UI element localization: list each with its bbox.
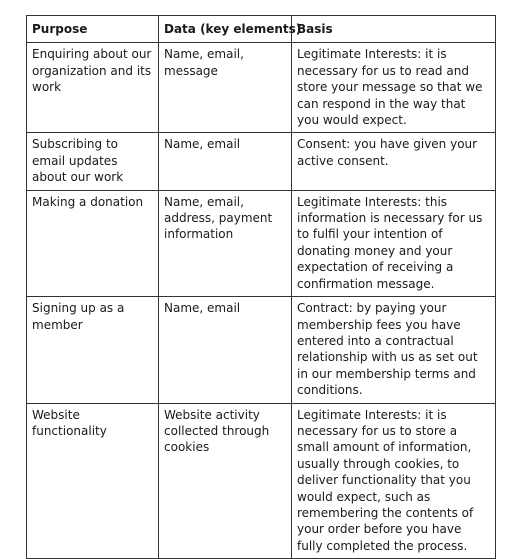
header-purpose: Purpose xyxy=(27,16,159,43)
table-row xyxy=(27,43,496,133)
table-row xyxy=(27,133,496,190)
cell-purpose: Subscribing to email updates about our work xyxy=(27,133,159,190)
cell-purpose: Making a donation xyxy=(27,190,159,296)
table-header-row xyxy=(27,16,496,43)
cell-data: Name, email xyxy=(159,297,292,403)
lawful-basis-table xyxy=(26,15,496,559)
header-basis: Basis xyxy=(292,16,496,43)
cell-purpose: Enquiring about our organization and its work xyxy=(27,43,159,133)
cell-purpose: Signing up as a member xyxy=(27,297,159,403)
table-row xyxy=(27,190,496,296)
cell-basis: Legitimate Interests: it is necessary for us to store a small amount of information, usually through cookies, to deliver functionality that you would expect, such as remembering the contents of your order before you have fully completed the process. xyxy=(292,403,496,559)
cell-basis: Legitimate Interests: it is necessary for us to read and store your message so that we can respond in the way that you would expect. xyxy=(292,43,496,133)
table-row xyxy=(27,297,496,403)
cell-data: Website activity collected through cookies xyxy=(159,403,292,559)
cell-data: Name, email, message xyxy=(159,43,292,133)
header-data: Data (key elements) xyxy=(159,16,292,43)
cell-data: Name, email, address, payment information xyxy=(159,190,292,296)
cell-basis: Legitimate Interests: this information is necessary for us to fulfil your intention of donating money and your expectation of receiving a confirmation message. xyxy=(292,190,496,296)
cell-purpose: Website functionality xyxy=(27,403,159,559)
cell-basis: Contract: by paying your membership fees you have entered into a contractual relationship with us as set out in our membership terms and conditions. xyxy=(292,297,496,403)
table-row xyxy=(27,403,496,559)
cell-data: Name, email xyxy=(159,133,292,190)
cell-basis: Consent: you have given your active consent. xyxy=(292,133,496,190)
